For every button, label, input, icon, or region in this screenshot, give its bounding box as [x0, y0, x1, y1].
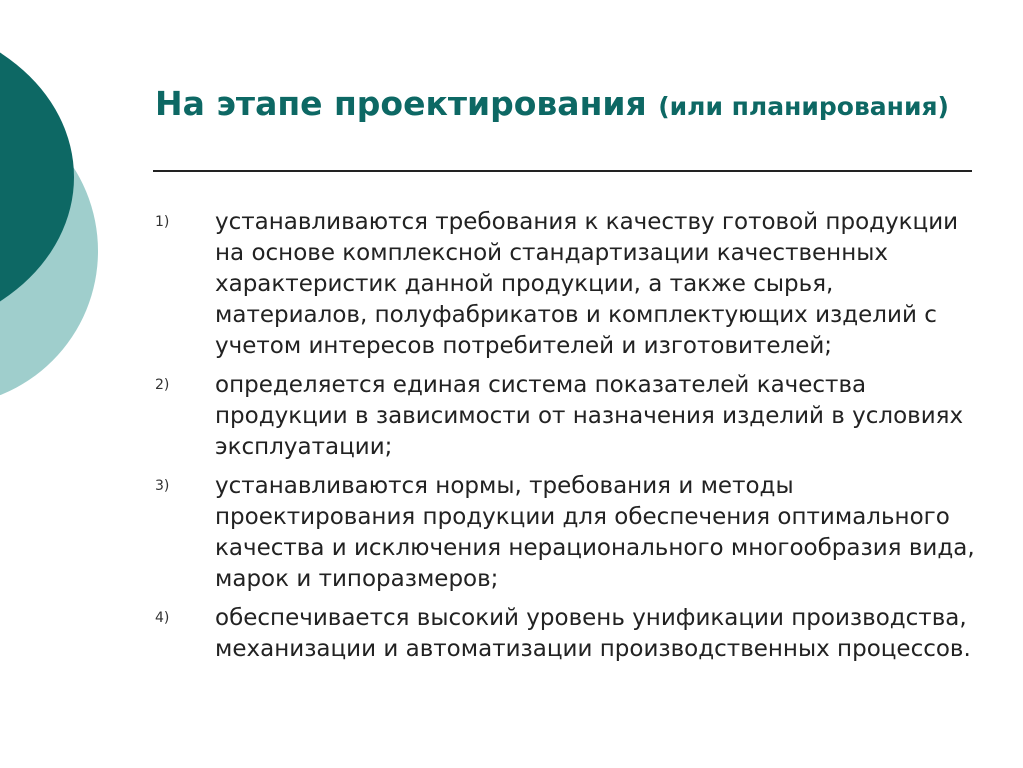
title-divider: [153, 170, 972, 172]
list-item: [150, 207, 980, 362]
list-item-number: 1): [155, 214, 170, 230]
list-item: [150, 370, 980, 463]
list-item-number: 4): [155, 610, 170, 626]
list-item-text: обеспечивается высокий уровень унификации производства, механизации и автоматизации производственных процессов.: [215, 605, 971, 662]
list-item-text: определяется единая система показателей качества продукции в зависимости от назначения изделий в условиях эксплуатации;: [215, 372, 964, 460]
list-item: [150, 603, 980, 665]
title-sub: (или планирования): [658, 92, 949, 121]
slide-title: [155, 82, 1015, 129]
list-item-text: устанавливаются требования к качеству готовой продукции на основе комплексной стандартизации качественных характеристик данной продукции, а также сырья, материалов, полуфабрикатов и комплектующих изделий с учетом интересов потребителей и изготовителей;: [215, 209, 959, 359]
title-main: На этапе проектирования: [155, 84, 647, 123]
list-item-number: 3): [155, 478, 170, 494]
list-item-text: устанавливаются нормы, требования и методы проектирования продукции для обеспечения оптимального качества и исключения нерационального многообразия вида, марок и типоразмеров;: [215, 473, 975, 592]
list-item: [150, 471, 980, 595]
list-item-number: 2): [155, 377, 170, 393]
numbered-list: [150, 207, 980, 673]
